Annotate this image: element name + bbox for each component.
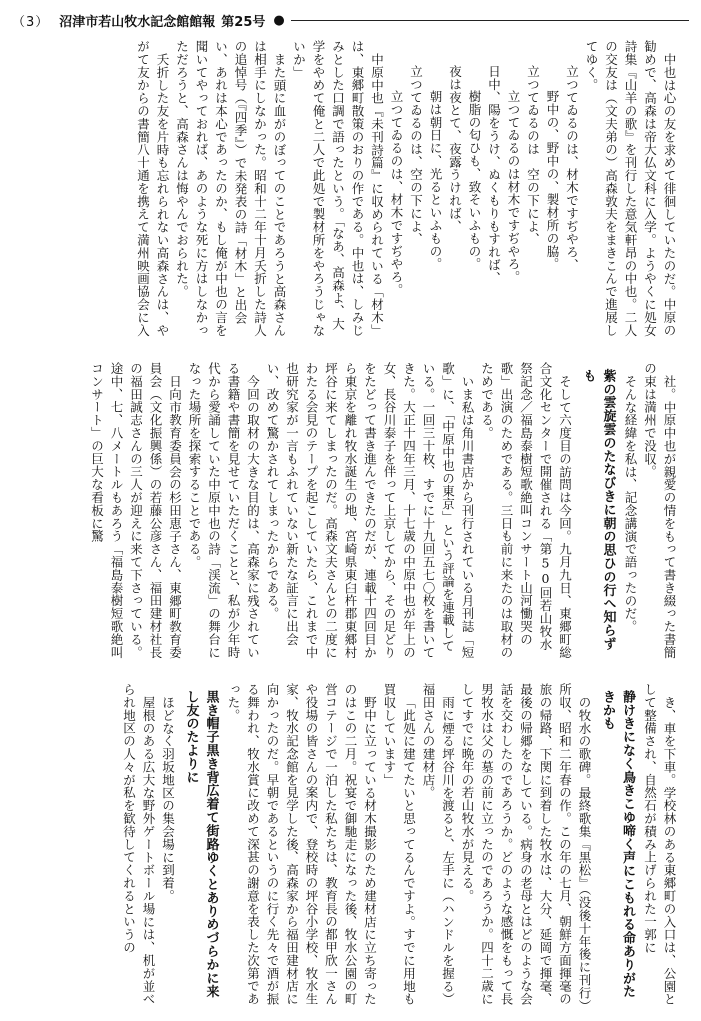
paragraph: 野中に立っている材木撮影のため建材店に立ち寄ったのはこの二月。祝宴で御馳走になった後、牧水公園の町営コテージで一泊した私たちは、教育長の都甲欣一さんや役場の皆さんの案内で、登校時の坪谷小学校、牧水生家、牧水記念館を見学した後、高森家から福田建材店に向かったのだ。早朝であるというのに行く先々で酒が振る舞われ、牧水賞に改めて深甚の謝意を表した次第であった。 (226, 683, 378, 1006)
page-number: （3） (12, 14, 50, 30)
poem-line: 立つてゐるのは、空の下によ、 (408, 65, 424, 246)
text-band-bottom (19, 683, 679, 1010)
tanka-heading: 静けきになく鳥きこゆ啼く声にこもれる命ありがたきかも (600, 689, 635, 998)
paragraph: 今回の取材の大きな目的は、高森家に残されている書籍や書簡を見せていただくことと、私が少年時代から愛誦していた中原中也の詩「渓流」の舞台になった場所を探索することである。 (187, 362, 261, 659)
tanka-heading: 紫の雲旋雲のたなびきに朝の思ひの行へ知らずも (580, 368, 616, 650)
article-body (19, 40, 679, 1010)
text-band-middle (19, 362, 679, 662)
paragraph: 「此処に建てたいと思ってるんですよ。すでに用地も買収しています」 (382, 683, 417, 1006)
header-rule (291, 20, 689, 21)
paragraph: そんな経緯を私は、記念講演で語ったのだ。 (623, 374, 638, 633)
paragraph: ほどなく羽坂地区の集会場に到着。 (160, 695, 176, 902)
poem-line: 日中、陽をうけ、ぬくもりもすれば、 (486, 65, 502, 285)
poem-line: 立つてゐるのは、材木ですぢやろ。 (389, 90, 404, 297)
poem-line: 立つてゐるのは、材木ですぢやろ、 (564, 65, 580, 272)
text-band-top (19, 40, 679, 340)
poem-line: 夜は夜とて、夜露うければ、 (447, 65, 463, 233)
page-header (12, 7, 689, 33)
paragraph: 中也は心の友を求めて徘徊していたのだ。中原の勧めで、高森は帝大仏文科に入学。ようやくに処女詩集『山羊の歌』を刊行した意気軒昂の中也。二人の交友は（文夫弟の）高森敦夫をまきこんで進展してゆく。 (584, 40, 677, 337)
paragraph: 社。中原中也が親愛の情をもって書き綴った書簡の束は満州で没収。 (642, 362, 677, 659)
paragraph: そして六度目の訪問は今回。九月九日、東郷町総合文化センターで開催される「第50回若山牧水祭記念／福島泰樹短歌絶叫コンサート山河慟哭の歌」出演のためである。三日も前に来たのは取材のためである。 (479, 362, 573, 659)
paragraph: また頭に血がのぼってのことであろうと高森さんは相手にしなかった。昭和十二年十月夭折した詩人の追悼号（『四季』）で未発表の詩「材木」と出会い、あれは本心であったのか、もし俺が中也の言を聞いてやっておれば、あのような死に方はしなかっただろうと、高森さんは悔やんでおられた。 (174, 40, 287, 337)
paragraph: き、車を下車。学校林のある東郷町の入口は、公園として整備され、自然石が積み上げられた一郭に (642, 683, 677, 1006)
paragraph: の牧水の歌碑。最終歌集『黒松』（没後十年後に刊行）所収、昭和二年春の作。この年の七月、朝鮮方面揮毫の旅の帰路、下関に到着した牧水は、大分、延岡で揮毫、最後の帰郷をなしている。病身の老母とはどのような会話を交わしたのであろうか。どのような感慨をもって長男牧水は父の墓の前に立ったのであろうか。四十二歳にしてすでに晩年の若山牧水が見える。 (460, 683, 592, 1006)
paragraph: いま私は角川書店から刊行されている月刊誌「短歌」に、「中原中也の東京」という評論を連載している。一回三十枚、すでに十九回五七〇枚を書いてきた。大正十四年三月、十七歳の中原中也が年上の女、長谷川泰子を伴って上京してから、その足どりをたどって書き進んできたのだが、連載十四回目から東京を離れ牧水誕生の地、宮崎県東臼杵郡東郷村坪谷に来てしまったのだ。高森文夫さんとの二度にわたる会見のテープを起こしていたら、これまで中也研究家が一言もふれていない新たな証言に出会い、改めて驚かされてしまったからである。 (265, 362, 475, 659)
newsletter-title: 沼津市若山牧水記念館館報 (59, 14, 216, 30)
paragraph: 日向市教育委員会の杉田恵子さん、東郷町教育委員会（文化振興係）の若藤公彦さん、福田建材社長の福田誠志さんの三人が迎えに来て下さっている。途中、七、八メートルもあろう「福島泰樹短歌絶叫コンサート」の巨大な看板に驚 (89, 362, 183, 659)
paragraph: 中原中也『未刊詩篇』に収められている「材木」は、東郷町散策のおりの作である。中也は、しみじみとした口調で語ったという。「なあ、高森よ、大学をやめて俺と二人で此処で製材所をやろうじゃないか」 (291, 40, 385, 337)
tanka-heading: 黒き帽子黒き背広着て街路ゆくとありめづらかに来し友のたよりに (183, 689, 219, 998)
poem-line: 朝は朝日に、光るといふもの。 (428, 90, 443, 271)
poem-line: 立つてゐるのは 空の下によ、 (525, 65, 541, 246)
paragraph: 雨に煙る坪谷川を渡ると、左手に（ハンドルを握る）福田さんの建材店。 (421, 683, 456, 1006)
paragraph: 夭折した友を片時も忘れられない高森さんは、やがて友からの書簡八十通を携えて満州映画協会に入 (135, 40, 170, 337)
poem-line: 立つてゐるのは材木ですぢやろ。 (506, 90, 521, 284)
issue-number: 第25号 (221, 14, 266, 30)
paragraph: 屋根のある広大な野外ゲートボール場には、机が並べられ地区の人々が私を歓待してくれるというの (121, 683, 156, 1006)
poem-line: 野中の、野中の、製材所の脇。 (545, 90, 560, 271)
poem-line: 樹脂の匂ひも、致そいふもの。 (467, 90, 482, 271)
bullet-icon: ● (273, 12, 285, 28)
